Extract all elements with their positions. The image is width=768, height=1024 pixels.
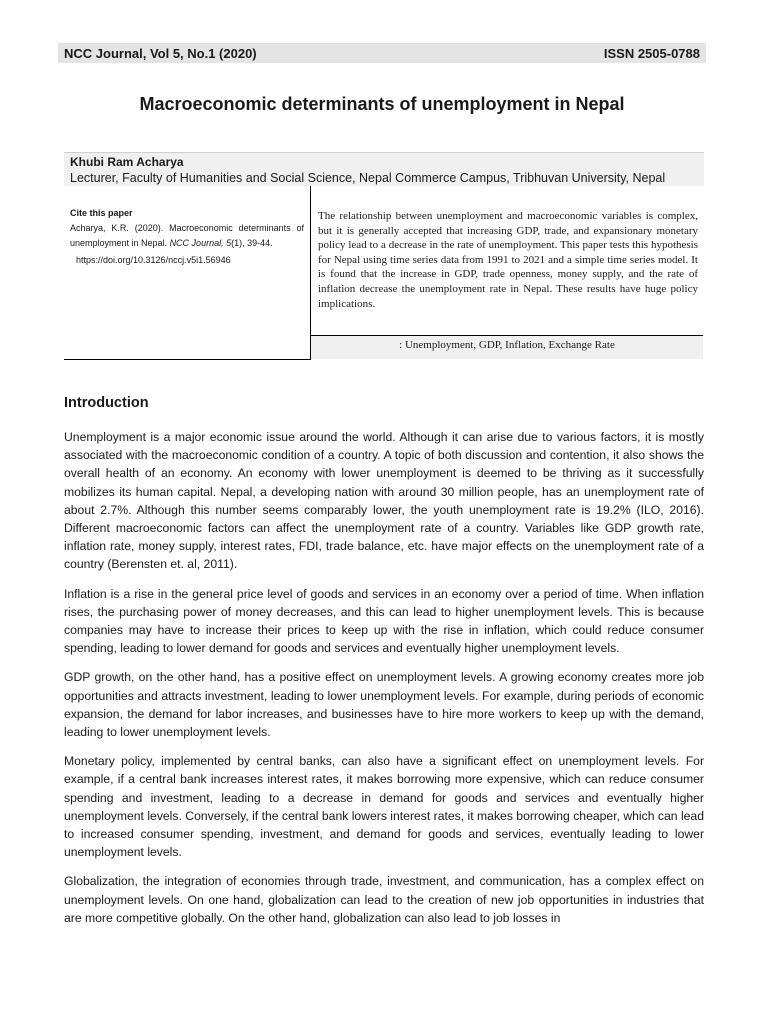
body-text <box>64 428 704 938</box>
journal-name: NCC Journal, Vol 5, No.1 (2020) <box>64 45 257 61</box>
citation-text <box>70 221 304 251</box>
cite-heading: Cite this paper <box>70 208 133 218</box>
citation-text-after: (1), 39-44. <box>231 238 273 248</box>
abstract-text: The relationship between unemployment and macroeconomic variables is complex, but it is generally accepted that increasing GDP, trade, and expansionary monetary policy lead to a decrease in the rate of unemployment. This paper tests this hypothesis for Nepal using time series data from 1991 to 2021 and a simple time series model. It is found that the increase in GDP, trade openness, money supply, and the rate of inflation decrease the unemployment rate in Nepal. These results have huge policy implications. <box>318 210 698 310</box>
keywords-line: : Unemployment, GDP, Inflation, Exchange Rate <box>311 335 703 359</box>
section-heading-introduction: Introduction <box>64 395 149 411</box>
paragraph: Unemployment is a major economic issue around the world. Although it can arise due to various factors, it is mostly associated with the macroeconomic condition of a country. A topic of both discussion and contention, it also shows the overall health of an economy. An economy with lower unemployment is deemed to be thriving as it successfully mobilizes its human capital. Nepal, a developing nation with around 30 million people, has an unemployment rate of about 2.7%. Although this number seems comparably lower, the youth unemployment rate is 19.2% (ILO, 2016). Different macroeconomic factors can affect the unemployment rate of a country. Variables like GDP growth rate, inflation rate, money supply, interest rates, FDI, trade balance, etc. have major effects on the unemployment rate of a country (Berensten et. al, 2011). <box>64 430 704 572</box>
cite-this-paper-column <box>64 186 310 360</box>
citation-text-before: Acharya, K.R. (2020). Macroeconomic determinants of unemployment in Nepal. <box>70 223 304 248</box>
doi-link[interactable]: https://doi.org/10.3126/nccj.v5i1.56946 <box>76 255 231 265</box>
author-box <box>64 152 704 186</box>
paragraph: Inflation is a rise in the general price level of goods and services in an economy over a period of time. When inflation rises, the purchasing power of money decreases, and this can lead to higher unemployment levels. This is because companies may have to increase their prices to keep up with the rise in inflation, which could reduce consumer spending, leading to lower demand for goods and services and eventually higher unemployment levels. <box>64 586 704 656</box>
journal-issn: ISSN 2505-0788 <box>603 45 700 61</box>
author-affiliation: Lecturer, Faculty of Humanities and Social Science, Nepal Commerce Campus, Tribhuvan University, Nepal <box>70 171 666 185</box>
journal-header-bar <box>58 43 706 63</box>
paragraph: Globalization, the integration of economies through trade, investment, and communication, has a complex effect on unemployment levels. On one hand, globalization can lead to the creation of new job opportunities in industries that are more competitive globally. On the other hand, globalization can also lead to job losses in <box>64 874 704 925</box>
paragraph: GDP growth, on the other hand, has a positive effect on unemployment levels. A growing economy creates more job opportunities and attracts investment, leading to lower unemployment levels. For example, during periods of economic expansion, the demand for labor increases, and businesses have to hire more workers to keep up with the demand, leading to lower unemployment levels. <box>64 670 704 740</box>
author-name: Khubi Ram Acharya <box>70 155 184 169</box>
column-divider <box>310 186 311 360</box>
paper-title: Macroeconomic determinants of unemployment in Nepal <box>139 94 625 114</box>
paragraph: Monetary policy, implemented by central banks, can also have a significant effect on unemployment levels. For example, if a central bank increases interest rates, it makes borrowing more expensive, which can reduce consumer spending and investment, leading to a decrease in demand for goods and services and eventually higher unemployment levels. Conversely, if the central bank lowers interest rates, it makes borrowing cheaper, which can lead to increased consumer spending, investment, and demand for goods and services, eventually leading to lower unemployment levels. <box>64 754 704 860</box>
citation-journal: NCC Journal, 5 <box>169 238 232 248</box>
